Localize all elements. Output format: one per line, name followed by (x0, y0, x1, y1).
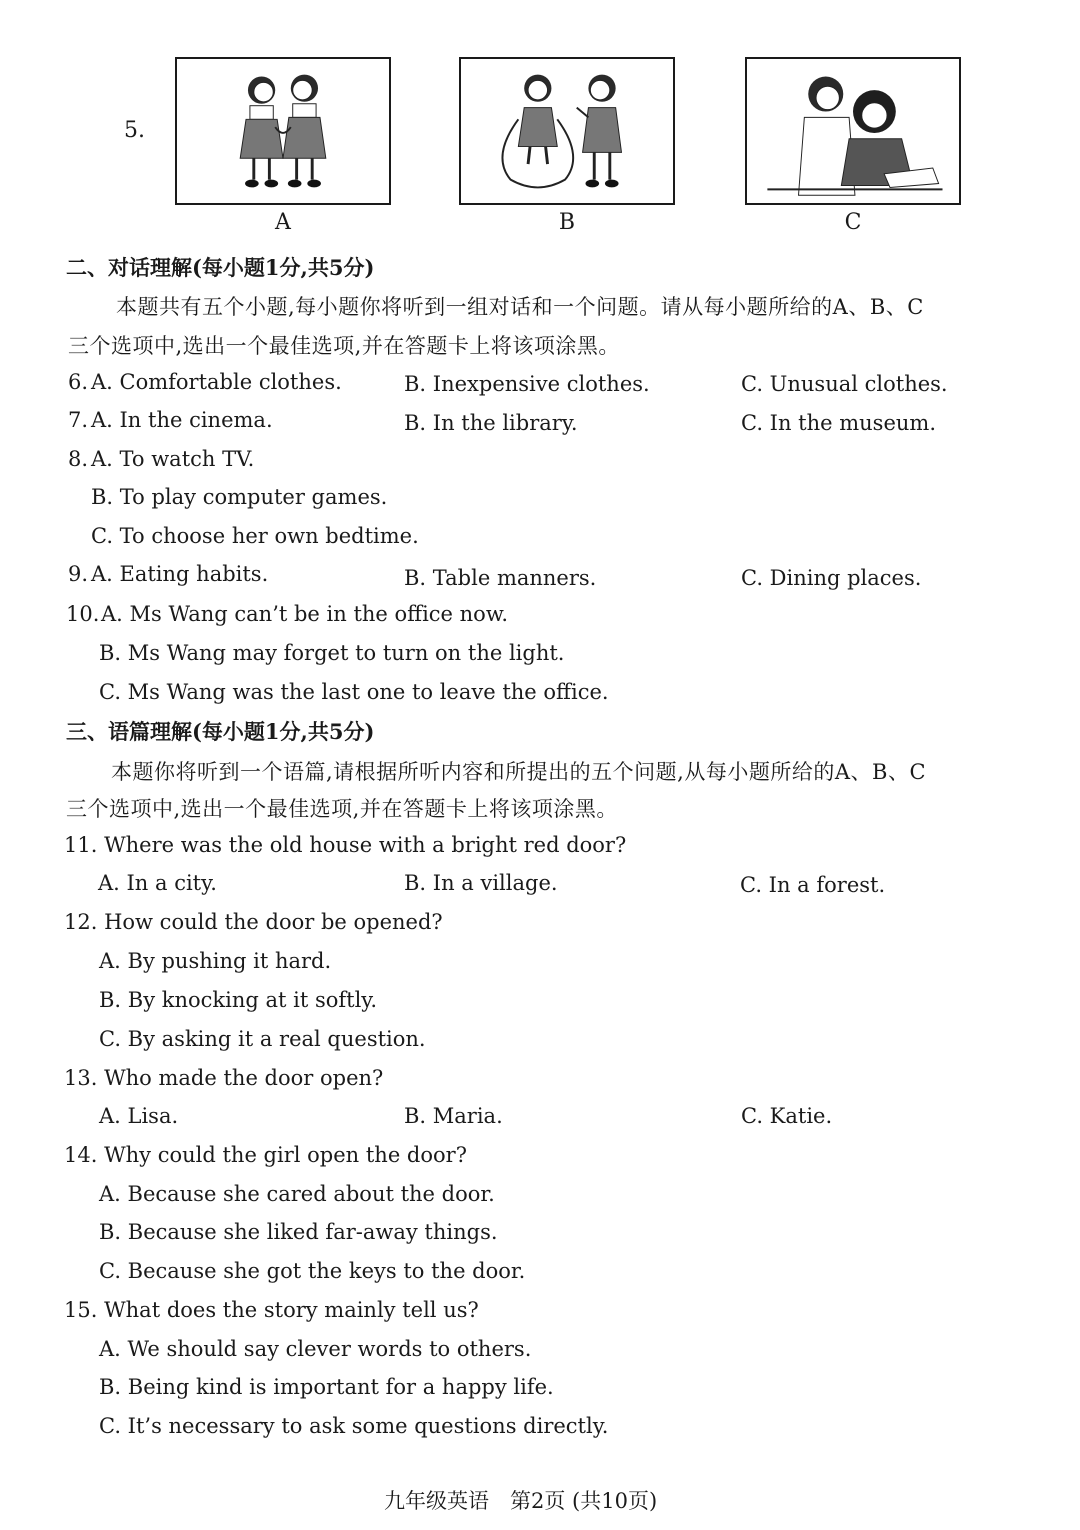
q12-option-c: C. By asking it a real question. (99, 1027, 426, 1051)
q5-picture-b (459, 57, 675, 205)
q9-option-b: B. Table manners. (404, 566, 597, 590)
q9-number: 9. (68, 562, 89, 586)
section2-intro-line1: 本题共有五个小题,每小题你将听到一组对话和一个问题。请从每小题所给的A、B、C (116, 295, 924, 319)
two-girls-holding-hands-icon (177, 59, 389, 203)
q13-option-c: C. Katie. (741, 1104, 833, 1128)
q10-option-b: B. Ms Wang may forget to turn on the light. (99, 641, 565, 665)
q5-picture-a (175, 57, 391, 205)
q14-option-b: B. Because she liked far-away things. (99, 1220, 498, 1244)
q13-option-a: A. Lisa. (99, 1104, 179, 1128)
q14-option-c: C. Because she got the keys to the door. (99, 1259, 526, 1283)
section3-intro-line1: 本题你将听到一个语篇,请根据所听内容和所提出的五个问题,从每小题所给的A、B、C (111, 760, 927, 784)
q5-picture-c (745, 57, 961, 205)
q5-option-c-label: C (844, 210, 862, 235)
q8-option-c: C. To choose her own bedtime. (91, 524, 419, 548)
q13-option-b: B. Maria. (404, 1104, 503, 1128)
q6-option-c: C. Unusual clothes. (741, 372, 948, 396)
section3-title: 三、语篇理解(每小题1分,共5分) (66, 719, 375, 744)
q9-option-c: C. Dining places. (741, 566, 922, 590)
q11-stem: 11. Where was the old house with a bright red door? (64, 833, 627, 857)
q11-option-b: B. In a village. (404, 871, 558, 895)
q6-option-b: B. Inexpensive clothes. (404, 372, 650, 396)
q10-option-a: A. Ms Wang can’t be in the office now. (101, 602, 508, 626)
q7-option-c: C. In the museum. (741, 411, 936, 435)
q8-option-a: A. To watch TV. (91, 447, 255, 471)
q15-stem: 15. What does the story mainly tell us? (64, 1298, 479, 1322)
q15-option-b: B. Being kind is important for a happy life. (99, 1375, 554, 1399)
section2-intro-line2: 三个选项中,选出一个最佳选项,并在答题卡上将该项涂黑。 (68, 334, 620, 358)
page-footer: 九年级英语 第2页 (共10页) (384, 1489, 658, 1513)
section2-title: 二、对话理解(每小题1分,共5分) (66, 255, 375, 280)
q10-number: 10. (66, 602, 100, 626)
q14-option-a: A. Because she cared about the door. (99, 1182, 495, 1206)
q8-number: 8. (68, 447, 89, 471)
q13-stem: 13. Who made the door open? (64, 1066, 384, 1090)
q7-number: 7. (68, 408, 89, 432)
q9-option-a: A. Eating habits. (91, 562, 269, 586)
q11-option-c: C. In a forest. (740, 873, 886, 897)
girls-jumping-rope-icon (461, 59, 673, 203)
q12-stem: 12. How could the door be opened? (64, 910, 443, 934)
section3-intro-line2: 三个选项中,选出一个最佳选项,并在答题卡上将该项涂黑。 (66, 797, 618, 821)
q5-option-a-label: A (275, 210, 291, 235)
q14-stem: 14. Why could the girl open the door? (64, 1143, 467, 1167)
q15-option-a: A. We should say clever words to others. (99, 1337, 532, 1361)
girl-helping-with-homework-icon (747, 59, 959, 203)
q10-option-c: C. Ms Wang was the last one to leave the office. (99, 680, 609, 704)
q6-number: 6. (68, 370, 89, 394)
q5-number: 5. (124, 118, 145, 143)
q12-option-b: B. By knocking at it softly. (99, 988, 378, 1012)
q5-option-b-label: B (558, 210, 576, 235)
q7-option-b: B. In the library. (404, 411, 578, 435)
q7-option-a: A. In the cinema. (91, 408, 273, 432)
q8-option-b: B. To play computer games. (91, 485, 388, 509)
q6-option-a: A. Comfortable clothes. (91, 370, 342, 394)
q12-option-a: A. By pushing it hard. (99, 949, 332, 973)
q15-option-c: C. It’s necessary to ask some questions directly. (99, 1414, 609, 1438)
q11-option-a: A. In a city. (98, 871, 217, 895)
